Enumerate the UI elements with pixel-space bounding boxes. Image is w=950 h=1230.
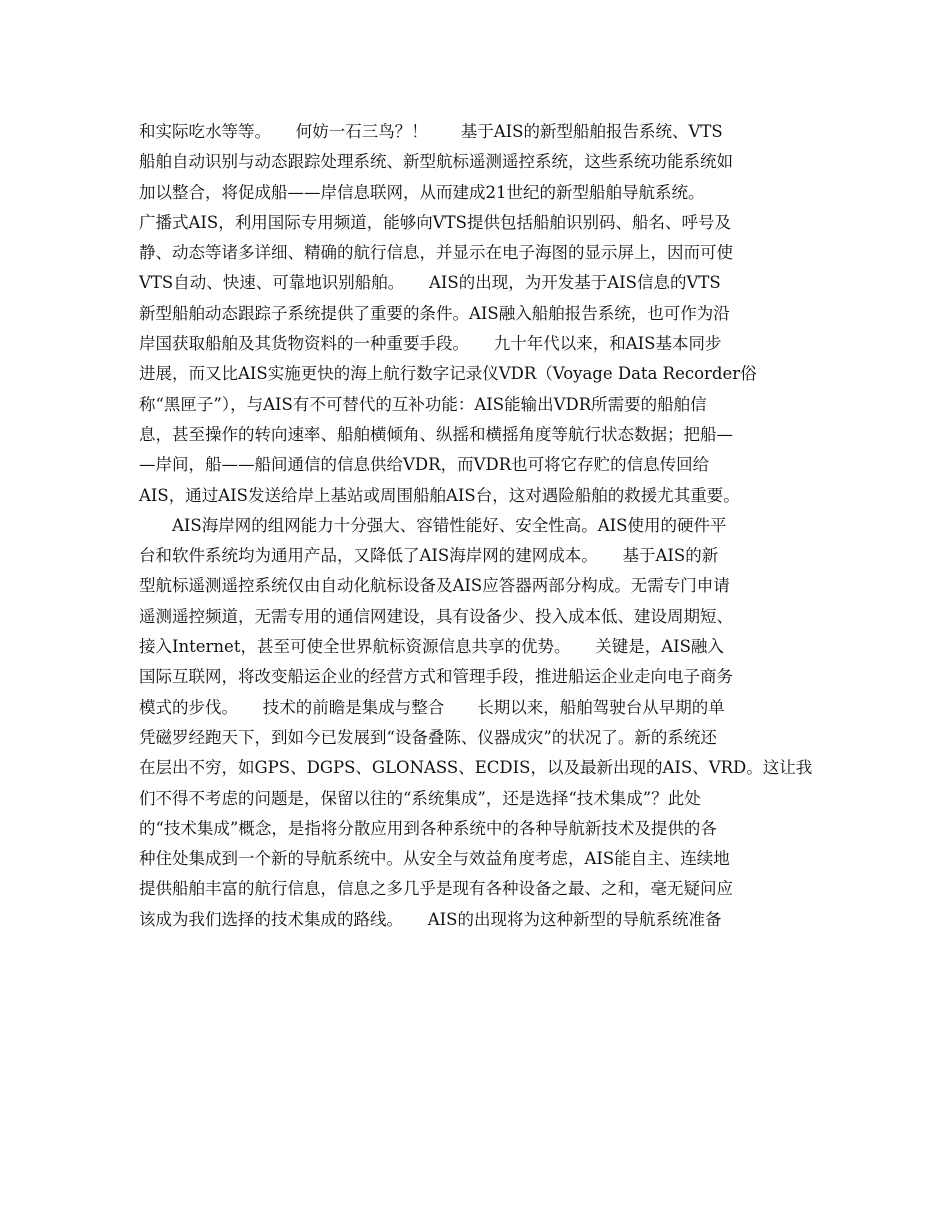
text-line: VTS自动、快速、可靠地识别船舶。 AIS的出现，为开发基于AIS信息的VTS	[139, 273, 721, 293]
text-line: 型航标遥测遥控系统仅由自动化航标设备及AIS应答器两部分构成。无需专门申请	[139, 576, 730, 596]
text-line: 台和软件系统均为通用产品，又降低了AIS海岸网的建网成本。 基于AIS的新	[139, 546, 719, 566]
text-line: 模式的步伐。 技术的前瞻是集成与整合 长期以来，船舶驾驶台从早期的单	[139, 697, 725, 717]
text-line: 船舶自动识别与动态跟踪处理系统、新型航标遥测遥控系统，这些系统功能系统如	[139, 152, 733, 172]
body-text	[139, 117, 839, 935]
text-line: 静、动态等诸多详细、精确的航行信息，并显示在电子海图的显示屏上，因而可使	[139, 243, 733, 263]
text-line: 们不得不考虑的问题是，保留以往的“系统集成”，还是选择“技术集成”？此处	[139, 788, 701, 808]
text-line: 进展，而又比AIS实施更快的海上航行数字记录仪VDR（Voyage Data Recorder俗	[139, 364, 757, 384]
text-line: 遥测遥控频道，无需专用的通信网建设，具有设备少、投入成本低、建设周期短、	[139, 606, 733, 626]
text-line: 该成为我们选择的技术集成的路线。 AIS的出现将为这种新型的导航系统准备	[139, 909, 722, 929]
text-line: AIS，通过AIS发送给岸上基站或周围船舶AIS台，这对遇险船舶的救援尤其重要。	[139, 485, 740, 505]
text-line: 国际互联网，将改变船运企业的经营方式和管理手段，推进船运企业走向电子商务	[139, 667, 733, 687]
text-line: 新型船舶动态跟踪子系统提供了重要的条件。AIS融入船舶报告系统，也可作为沿	[139, 303, 730, 323]
text-line: 称“黑匣子”），与AIS有不可替代的互补功能：AIS能输出VDR所需要的船舶信	[139, 394, 707, 414]
text-line: —岸间，船——船间通信的信息供给VDR，而VDR也可将它存贮的信息传回给	[139, 455, 710, 475]
paragraph-start-line: AIS海岸网的组网能力十分强大、容错性能好、安全性高。AIS使用的硬件平	[172, 515, 727, 535]
text-line: 和实际吃水等等。 何妨一石三鸟？！ 基于AIS的新型船舶报告系统、VTS	[139, 122, 723, 141]
text-line: 广播式AIS，利用国际专用频道，能够向VTS提供包括船舶识别码、船名、呼号及	[139, 212, 731, 232]
text-line: 的“技术集成”概念，是指将分散应用到各种系统中的各种导航新技术及提供的各	[139, 818, 717, 838]
text-line: 凭磁罗经跑天下，到如今已发展到“设备叠陈、仪器成灾”的状况了。新的系统还	[139, 727, 717, 747]
text-line: 加以整合，将促成船——岸信息联网，从而建成21世纪的新型船舶导航系统。	[139, 182, 705, 202]
text-line: 提供船舶丰富的航行信息，信息之多几乎是现有各种设备之最、之和，毫无疑问应	[139, 879, 733, 899]
text-line: 息，甚至操作的转向速率、船舶横倾角、纵摇和横摇角度等航行状态数据；把船—	[139, 424, 733, 444]
text-line: 种住处集成到一个新的导航系统中。从安全与效益角度考虑，AIS能自主、连续地	[139, 849, 730, 869]
text-line: 在层出不穷，如GPS、DGPS、GLONASS、ECDIS，以及最新出现的AIS、VRD。这让我	[139, 758, 813, 778]
text-line: 岸国获取船舶及其货物资料的一种重要手段。 九十年代以来，和AIS基本同步	[139, 334, 722, 354]
text-line: 接入Internet，甚至可使全世界航标资源信息共享的优势。 关键是，AIS融入	[139, 637, 724, 657]
